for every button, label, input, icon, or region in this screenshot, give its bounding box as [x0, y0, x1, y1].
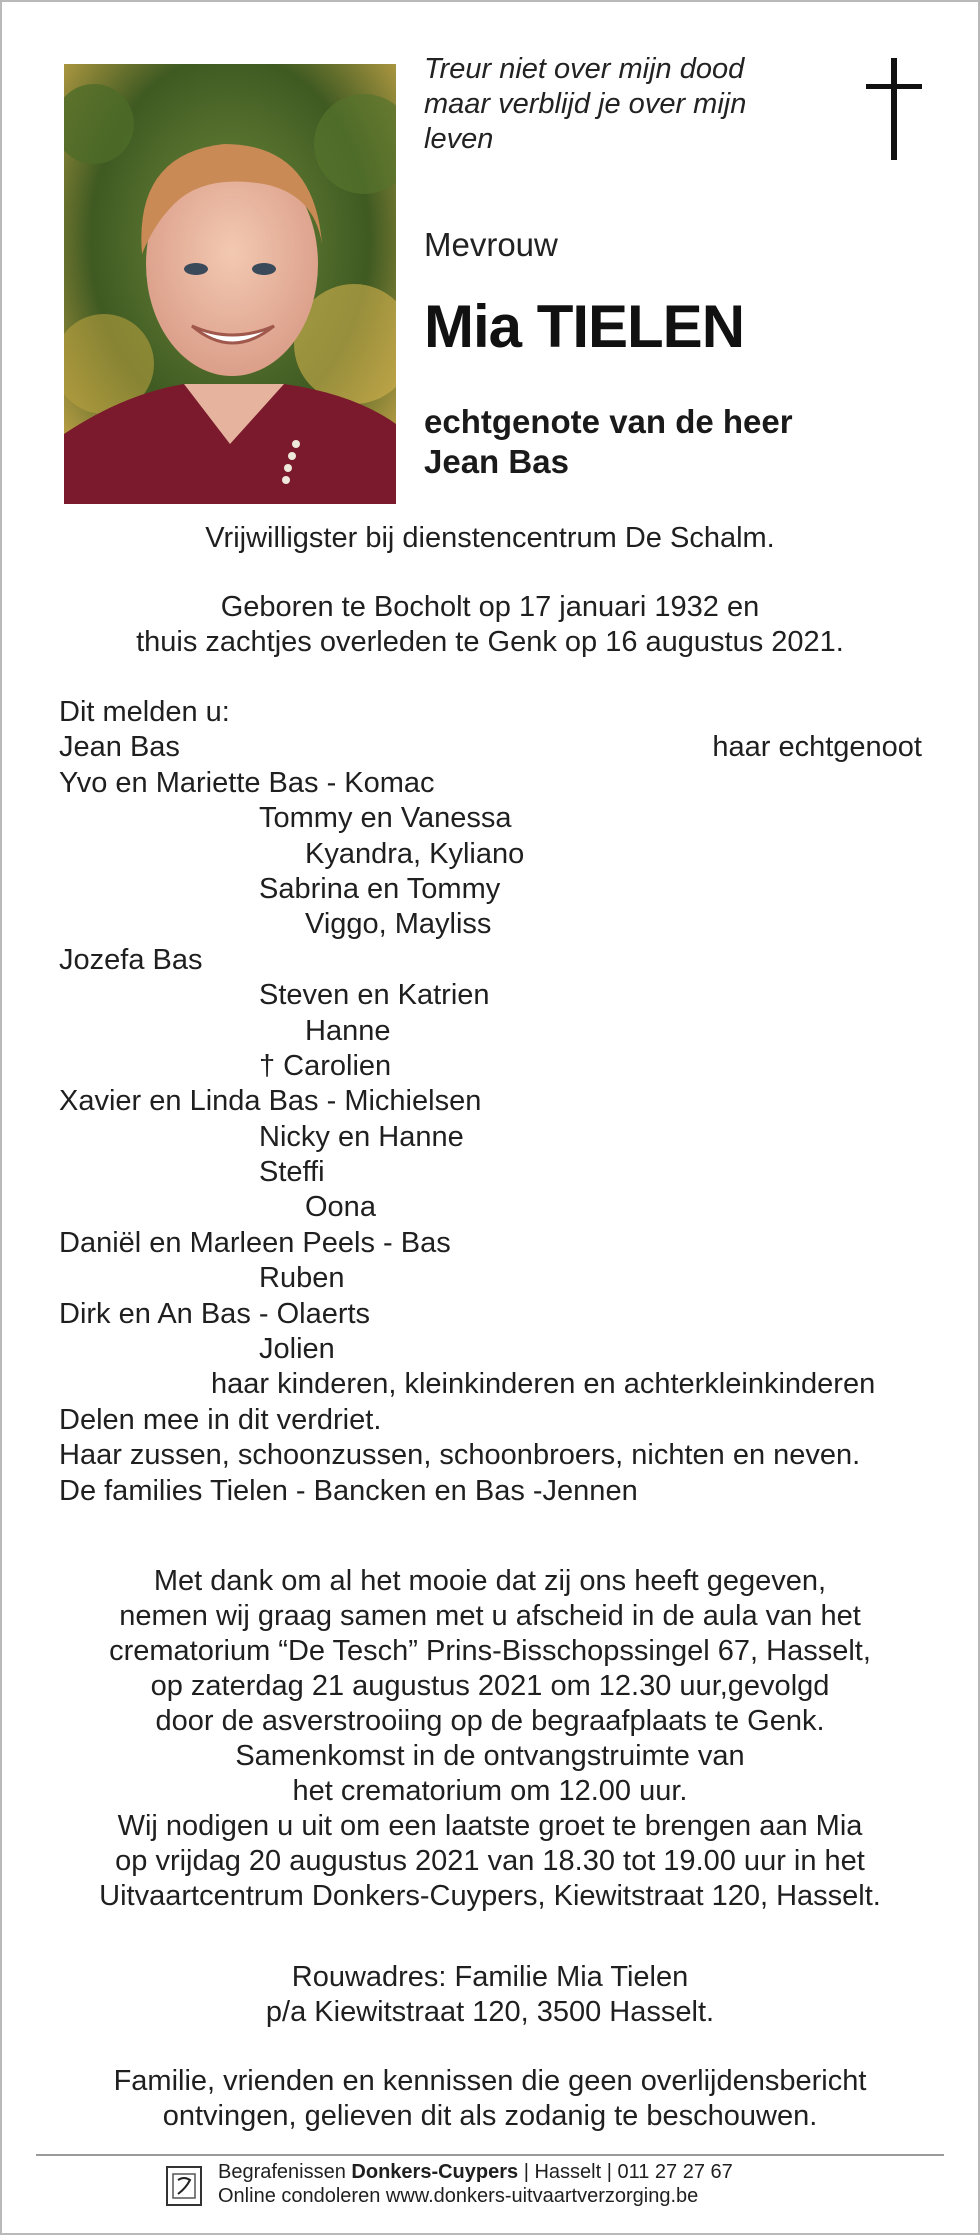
family-row — [0, 837, 980, 872]
family-member: Jozefa Bas — [59, 943, 203, 976]
ceremony-line: crematorium “De Tesch” Prins-Bisschopssingel 67, Hasselt, — [109, 1635, 871, 1667]
ceremony-line: Samenkomst in de ontvangstruimte van — [235, 1740, 745, 1772]
family-member: haar kinderen, kleinkinderen en achterkleinkinderen — [211, 1368, 876, 1401]
birth-line: Geboren te Bocholt op 17 januari 1932 en — [220, 591, 760, 623]
family-member: Dit melden u: — [59, 696, 230, 728]
family-row — [0, 1438, 980, 1473]
family-member: Steven en Katrien — [259, 979, 490, 1012]
family-row — [0, 766, 980, 801]
family-member: Kyandra, Kyliano — [305, 837, 525, 870]
spouse-line: echtgenote van de heer — [424, 403, 793, 440]
family-member: Ruben — [259, 1262, 345, 1295]
family-member: Sabrina en Tommy — [259, 872, 501, 905]
family-member: † Carolien — [259, 1049, 392, 1082]
family-row — [0, 1049, 980, 1084]
family-row — [0, 1226, 980, 1261]
family-member: Daniël en Marleen Peels - Bas — [59, 1226, 451, 1259]
volunteer-note — [0, 521, 980, 556]
family-member: Yvo en Mariette Bas - Komac — [59, 766, 435, 799]
footer-online: Online condoleren www.donkers-uitvaartverzorging.be — [218, 2185, 699, 2207]
family-row — [0, 695, 980, 730]
family-row — [0, 1261, 980, 1296]
ceremony-line: nemen wij graag samen met u afscheid in de aula van het — [119, 1600, 861, 1632]
address-line: Rouwadres: Familie Mia Tielen — [291, 1961, 689, 1993]
family-member: Jolien — [259, 1333, 335, 1366]
mourning-address — [0, 1960, 980, 2030]
family-row — [0, 1332, 980, 1367]
family-member: Delen mee in dit verdriet. — [59, 1403, 382, 1436]
family-row — [0, 978, 980, 1013]
quote-line: leven — [424, 123, 494, 155]
ceremony-line: Met dank om al het mooie dat zij ons heeft gegeven, — [153, 1565, 827, 1597]
family-row — [0, 801, 980, 836]
notice-line: ontvingen, gelieven dit als zodanig te beschouwen. — [162, 2100, 818, 2132]
family-member: Nicky en Hanne — [259, 1120, 464, 1153]
notice — [0, 2064, 980, 2134]
volunteer-text: Vrijwilligster bij dienstencentrum De Schalm. — [205, 522, 775, 554]
ceremony-line: Wij nodigen u uit om een laatste groet te brengen aan Mia — [117, 1810, 863, 1842]
family-member: Steffi — [259, 1156, 325, 1189]
family-row — [0, 1120, 980, 1155]
ceremony-info — [0, 1564, 980, 1914]
portrait-photo — [64, 64, 396, 504]
family-member: Jean Bas — [59, 731, 180, 764]
family-list — [0, 695, 980, 1509]
family-row — [0, 730, 980, 765]
footer-prefix: Begrafenissen — [218, 2161, 352, 2183]
family-member: Haar zussen, schoonzussen, schoonbroers, nichten en neven. — [59, 1439, 861, 1472]
family-member: Tommy en Vanessa — [259, 802, 512, 835]
address-line: p/a Kiewitstraat 120, 3500 Hasselt. — [265, 1996, 715, 2028]
family-row — [0, 1084, 980, 1119]
quote-line: Treur niet over mijn dood — [424, 53, 745, 85]
family-row — [0, 1190, 980, 1225]
funeral-home-logo-icon — [166, 2166, 202, 2206]
ceremony-line: op zaterdag 21 augustus 2021 om 12.30 uur,gevolgd — [150, 1670, 830, 1702]
spouse-line: Jean Bas — [424, 443, 569, 480]
notice-line: Familie, vrienden en kennissen die geen overlijdensbericht — [113, 2065, 867, 2097]
title-prefix: Mevrouw — [424, 226, 558, 263]
spouse-info — [424, 402, 793, 482]
family-relation: haar echtgenoot — [712, 731, 922, 764]
footer-divider — [36, 2154, 944, 2156]
family-row — [0, 1014, 980, 1049]
ceremony-line: het crematorium om 12.00 uur. — [292, 1775, 688, 1807]
deceased-name: Mia TIELEN — [424, 293, 745, 360]
family-row — [0, 943, 980, 978]
birth-death-info — [0, 590, 980, 660]
family-member: Dirk en An Bas - Olaerts — [59, 1297, 371, 1330]
family-row — [0, 1155, 980, 1190]
footer-contact: | Hasselt | 011 27 27 67 — [518, 2161, 733, 2183]
family-row — [0, 1474, 980, 1509]
family-member: Hanne — [305, 1014, 391, 1047]
footer-company: Donkers-Cuypers — [351, 2161, 519, 2183]
quote-line: maar verblijd je over mijn — [424, 88, 747, 120]
family-row — [0, 907, 980, 942]
cross-icon — [866, 58, 922, 160]
family-row — [0, 1297, 980, 1332]
family-member: Xavier en Linda Bas - Michielsen — [59, 1085, 482, 1118]
ceremony-line: Uitvaartcentrum Donkers-Cuypers, Kiewitstraat 120, Hasselt. — [99, 1880, 881, 1912]
footer — [218, 2160, 733, 2208]
ceremony-line: door de asverstrooiing op de begraafplaats te Genk. — [155, 1705, 825, 1737]
family-row — [0, 1403, 980, 1438]
death-line: thuis zachtjes overleden te Genk op 16 augustus 2021. — [136, 626, 844, 658]
family-row — [0, 1367, 980, 1402]
family-member: Oona — [305, 1191, 376, 1224]
family-row — [0, 872, 980, 907]
family-member: Viggo, Mayliss — [305, 908, 492, 941]
memorial-quote — [424, 52, 844, 157]
ceremony-line: op vrijdag 20 augustus 2021 van 18.30 tot 19.00 uur in het — [115, 1845, 865, 1877]
family-member: De families Tielen - Bancken en Bas -Jennen — [59, 1474, 638, 1507]
